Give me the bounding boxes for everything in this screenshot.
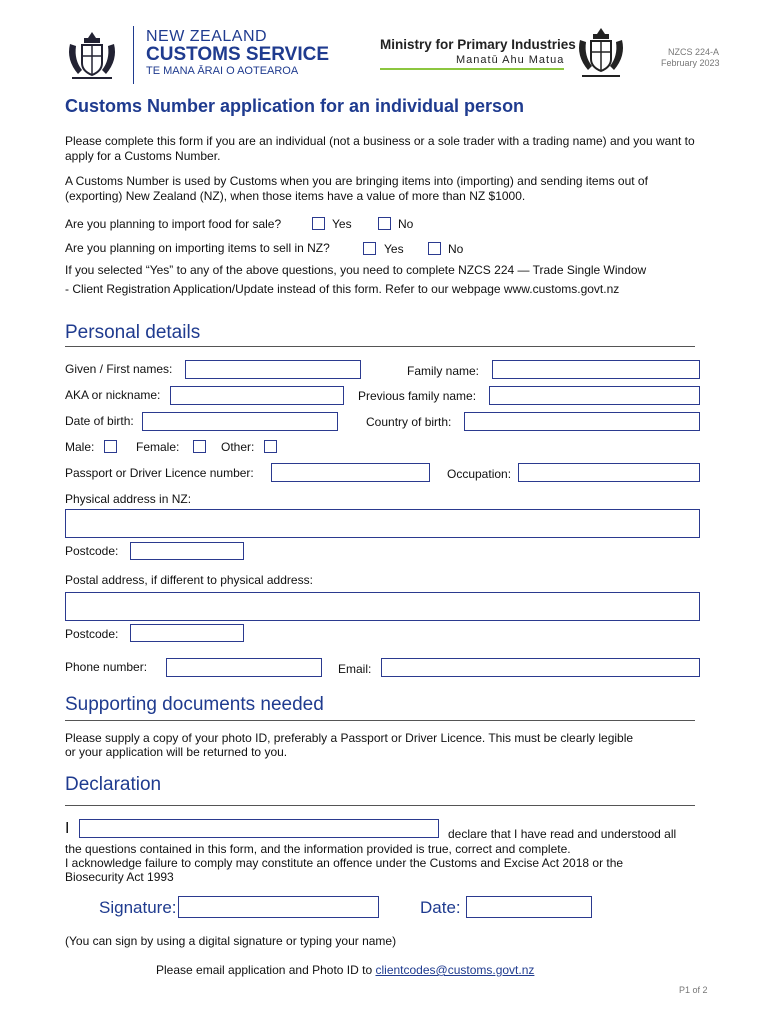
date-of-birth-label: Date of birth:: [65, 414, 134, 428]
passport-input[interactable]: [271, 463, 430, 482]
country-of-birth-input[interactable]: [464, 412, 700, 431]
question-import-food: Are you planning to import food for sale?: [65, 217, 282, 231]
physical-postcode-label: Postcode:: [65, 544, 119, 558]
customs-line1: NEW ZEALAND: [146, 28, 268, 45]
phone-label: Phone number:: [65, 660, 148, 674]
personal-details-rule: [65, 346, 695, 347]
physical-address-input[interactable]: [65, 509, 700, 538]
other-checkbox[interactable]: [264, 440, 277, 453]
occupation-input[interactable]: [518, 463, 700, 482]
declaration-text-tail: declare that I have read and understood all: [448, 827, 677, 841]
mpi-line1: Ministry for Primary Industries: [380, 37, 576, 52]
family-name-label: Family name:: [407, 364, 480, 378]
form-date: February 2023: [661, 58, 720, 68]
import-food-yes-label: Yes: [332, 217, 352, 231]
import-food-no-label: No: [398, 217, 414, 231]
email-label: Email:: [338, 662, 372, 676]
declaration-rule: [65, 805, 695, 806]
declaration-i: I: [65, 820, 70, 837]
country-of-birth-label: Country of birth:: [366, 415, 452, 429]
given-names-label: Given / First names:: [65, 362, 173, 376]
sign-note: (You can sign by using a digital signature or typing your name): [65, 934, 397, 948]
other-label: Other:: [221, 440, 255, 454]
declaration-text-line4: Biosecurity Act 1993: [65, 870, 174, 884]
declaration-text-line2: the questions contained in this form, and the information provided is true, correct and complete.: [65, 842, 571, 856]
intro-paragraph-2: A Customs Number is used by Customs when you are bringing items into (importing) and sending items out of (exporting) New Zealand (NZ), when those items have a value of more than NZ $1000.: [65, 174, 648, 203]
male-checkbox[interactable]: [104, 440, 117, 453]
trade-window-note-line1: If you selected “Yes” to any of the above questions, you need to complete NZCS 224 — Trade Single Window: [65, 263, 647, 277]
client-codes-email-link[interactable]: clientcodes@customs.govt.nz: [375, 963, 535, 977]
sell-in-nz-no-label: No: [448, 242, 464, 256]
physical-postcode-input[interactable]: [130, 542, 244, 560]
postal-postcode-label: Postcode:: [65, 627, 119, 641]
question-sell-in-nz: Are you planning on importing items to sell in NZ?: [65, 241, 330, 255]
sell-in-nz-no-checkbox[interactable]: [428, 242, 441, 255]
male-label: Male:: [65, 440, 95, 454]
previous-family-name-label: Previous family name:: [358, 389, 477, 403]
email-input[interactable]: [381, 658, 700, 677]
signature-input[interactable]: [178, 896, 379, 918]
header-divider: [133, 26, 134, 84]
import-food-yes-checkbox[interactable]: [312, 217, 325, 230]
aka-label: AKA or nickname:: [65, 388, 161, 402]
female-label: Female:: [136, 440, 180, 454]
page-number: P1 of 2: [679, 985, 708, 995]
occupation-label: Occupation:: [447, 467, 512, 481]
import-food-no-checkbox[interactable]: [378, 217, 391, 230]
mpi-crest-logo: [576, 26, 626, 80]
passport-label: Passport or Driver Licence number:: [65, 466, 254, 480]
email-instruction: [156, 963, 534, 978]
female-checkbox[interactable]: [193, 440, 206, 453]
date-input[interactable]: [466, 896, 592, 918]
previous-family-name-input[interactable]: [489, 386, 700, 405]
page-title: Customs Number application for an individual person: [65, 96, 525, 116]
phone-input[interactable]: [166, 658, 322, 677]
physical-address-label: Physical address in NZ:: [65, 492, 192, 506]
mpi-underline: [380, 68, 564, 70]
form-code: NZCS 224-A: [668, 47, 720, 57]
declarant-name-input[interactable]: [79, 819, 439, 838]
declaration-text-line3: I acknowledge failure to comply may constitute an offence under the Customs and Excise Act 2018 or the: [65, 856, 624, 870]
customs-line3: TE MANA ĀRAI O AOTEAROA: [146, 65, 299, 77]
supporting-documents-rule: [65, 720, 695, 721]
family-name-input[interactable]: [492, 360, 700, 379]
date-of-birth-input[interactable]: [142, 412, 338, 431]
given-names-input[interactable]: [185, 360, 361, 379]
postal-address-label: Postal address, if different to physical address:: [65, 573, 313, 587]
supporting-text-line1: Please supply a copy of your photo ID, preferably a Passport or Driver Licence. This must be clearly legible: [65, 731, 634, 745]
customs-crest-logo: [64, 30, 120, 82]
intro-paragraph-1: Please complete this form if you are an individual (not a business or a sole trader with a trading name) and you want to apply for a Customs Number.: [65, 134, 695, 163]
supporting-documents-heading: Supporting documents needed: [65, 694, 324, 715]
sell-in-nz-yes-label: Yes: [384, 242, 404, 256]
trade-window-note-line2: - Client Registration Application/Update instead of this form. Refer to our webpage www.customs.govt.nz: [65, 282, 620, 296]
personal-details-heading: Personal details: [65, 322, 201, 343]
postal-address-input[interactable]: [65, 592, 700, 621]
postal-postcode-input[interactable]: [130, 624, 244, 642]
date-label: Date:: [420, 898, 461, 917]
customs-line2: CUSTOMS SERVICE: [146, 44, 330, 65]
signature-label: Signature:: [99, 898, 177, 917]
sell-in-nz-yes-checkbox[interactable]: [363, 242, 376, 255]
supporting-text-line2: or your application will be returned to you.: [65, 745, 288, 759]
mpi-line2: Manatū Ahu Matua: [456, 54, 565, 66]
declaration-heading: Declaration: [65, 774, 162, 795]
aka-input[interactable]: [170, 386, 344, 405]
email-instruction-text: Please email application and Photo ID to: [156, 963, 373, 977]
